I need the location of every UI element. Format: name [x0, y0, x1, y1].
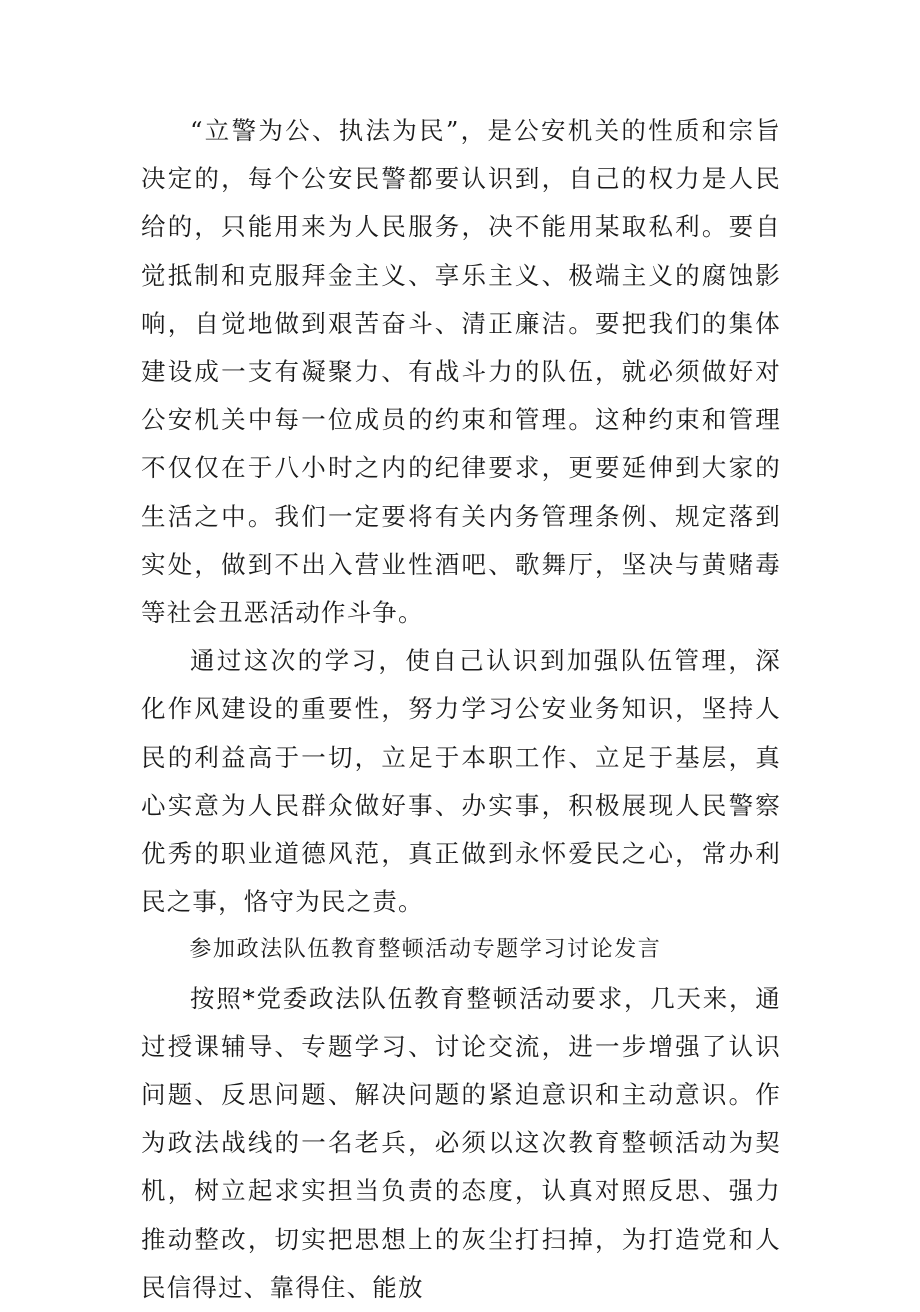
- paragraph-study-reflection: 通过这次的学习，使自己认识到加强队伍管理，深化作风建设的重要性，努力学习公安业务知识，坚持人民的利益高于一切，立足于本职工作、立足于基层，真心实意为人民群众做好事、办实事，积极展现人民警察优秀的职业道德风范，真正做到永怀爱民之心，常办利民之事，恪守为民之责。: [141, 646, 781, 917]
- section-title: 参加政法队伍教育整顿活动专题学习讨论发言: [189, 937, 662, 963]
- paragraph-education-rectification: 按照*党委政法队伍教育整顿活动要求，几天来，通过授课辅导、专题学习、讨论交流，进一步增强了认识问题、反思问题、解决问题的紧迫意识和主动意识。作为政法战线的一名老兵，必须以这次教育整顿活动为契机，树立起求实担当负责的态度，认真对照反思、强力推动整改，切实把思想上的灰尘打扫掉，为打造党和人民信得过、靠得住、能放: [141, 983, 781, 1302]
- document-body: [141, 107, 781, 1312]
- paragraph-police-integrity: “立警为公、执法为民”，是公安机关的性质和宗旨决定的，每个公安民警都要认识到，自己的权力是人民给的，只能用来为人民服务，决不能用某取私利。要自觉抵制和克服拜金主义、享乐主义、极端主义的腐蚀影响，自觉地做到艰苦奋斗、清正廉洁。要把我们的集体建设成一支有凝聚力、有战斗力的队伍，就必须做好对公安机关中每一位成员的约束和管理。这种约束和管理不仅仅在于八小时之内的纪律要求，更要延伸到大家的生活之中。我们一定要将有关内务管理条例、规定落到实处，做到不出入营业性酒吧、歌舞厅，坚决与黄赌毒等社会丑恶活动作斗争。: [141, 116, 781, 628]
